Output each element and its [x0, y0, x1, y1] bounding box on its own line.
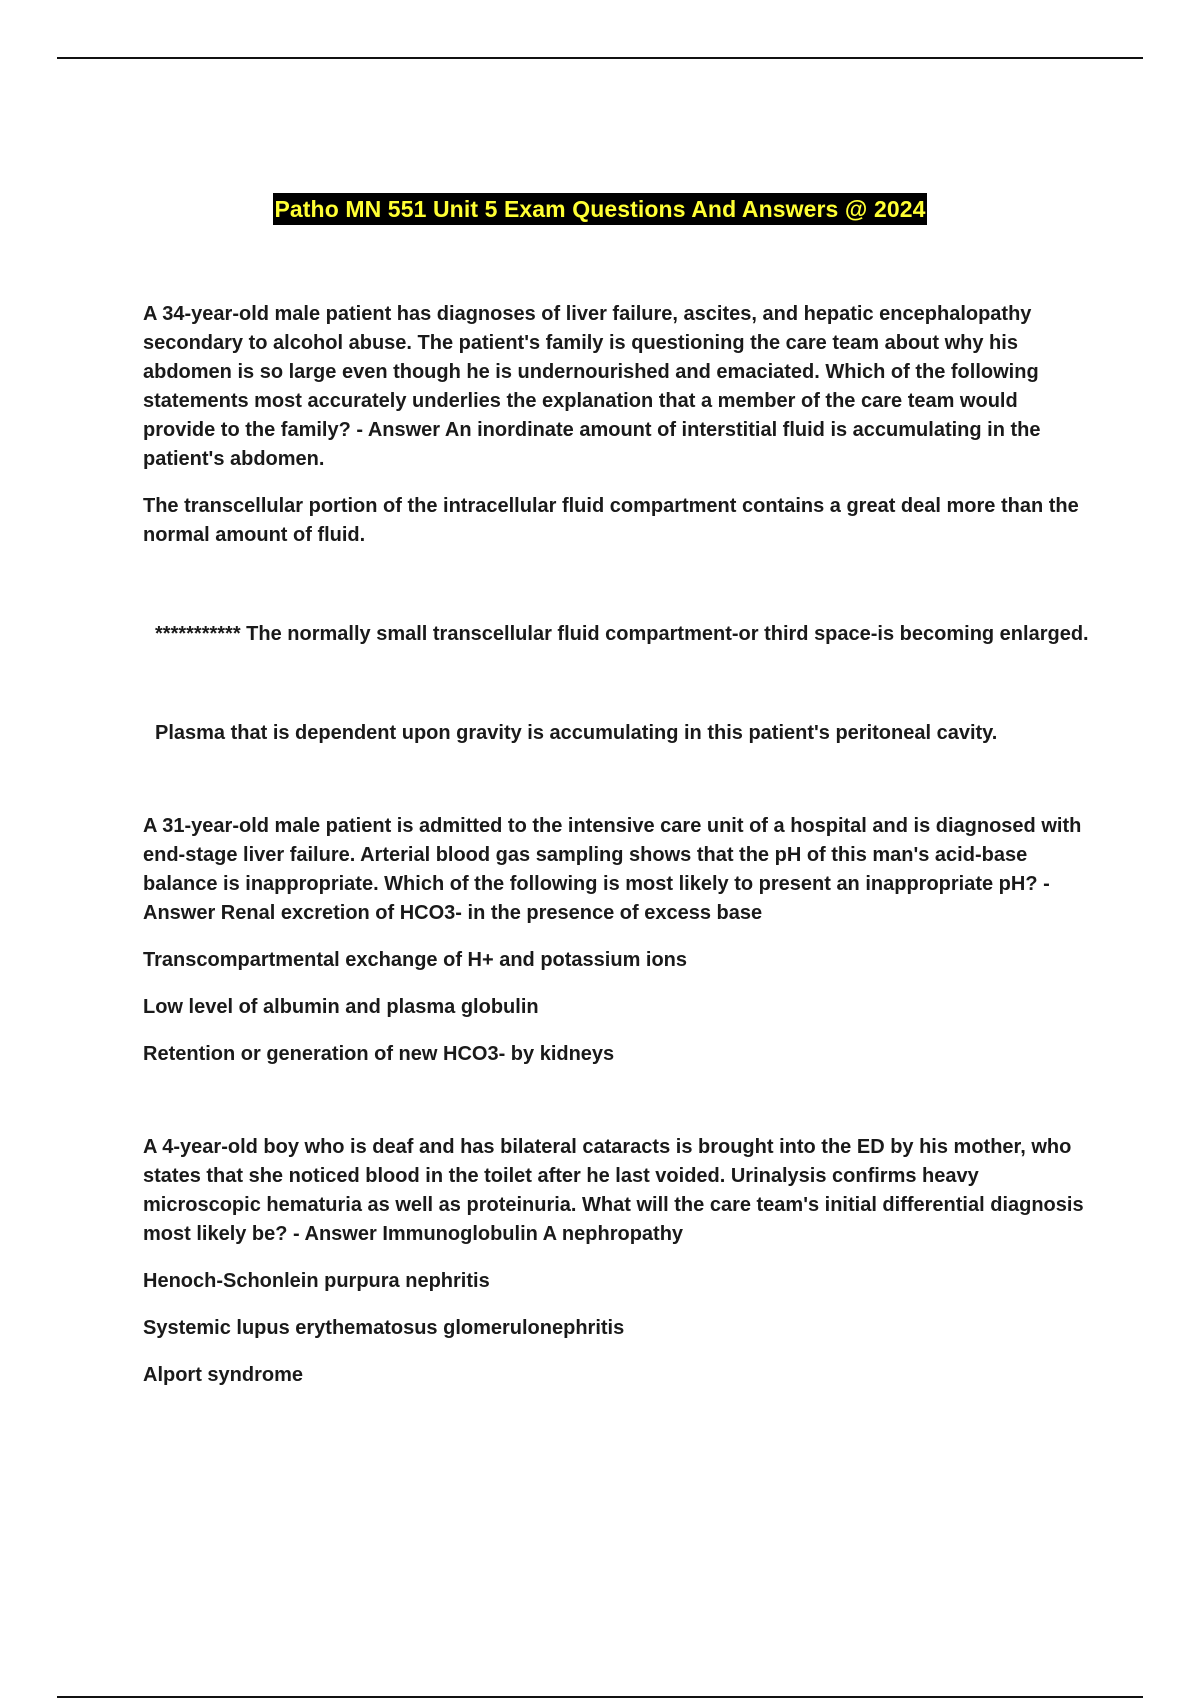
- question-3-option-2: Systemic lupus erythematosus glomerulonephritis: [143, 1317, 625, 1339]
- question-2-option-1: Transcompartmental exchange of H+ and potassium ions: [143, 949, 688, 971]
- document-body: [143, 300, 1093, 1390]
- question-1-stem: A 34-year-old male patient has diagnoses of liver failure, ascites, and hepatic encephalopathy secondary to alcohol abuse. The patient's family is questioning the care team about why his abdomen is so large even though he is undernourished and emaciated. Which of the following statements most accurately underlies the explanation that a member of the care team would provide to the family? - Answer An inordinate amount of interstitial fluid is accumulating in the patient's abdomen.: [143, 303, 1041, 470]
- title-bar: [0, 193, 1200, 225]
- question-1-option-1: The transcellular portion of the intracellular fluid compartment contains a great deal more than the normal amount of fluid.: [143, 495, 1079, 546]
- question-3-stem: A 4-year-old boy who is deaf and has bilateral cataracts is brought into the ED by his mother, who states that she noticed blood in the toilet after he last voided. Urinalysis confirms heavy microscopic hematuria as well as proteinuria. What will the care team's initial differential diagnosis most likely be? - Answer Immunoglobulin A nephropathy: [143, 1136, 1084, 1245]
- question-1-option-2: *********** The normally small transcellular fluid compartment-or third space-is becoming enlarged.: [155, 623, 1089, 645]
- question-2-stem: A 31-year-old male patient is admitted to the intensive care unit of a hospital and is diagnosed with end-stage liver failure. Arterial blood gas sampling shows that the pH of this man's acid-base balance is inappropriate. Which of the following is most likely to present an inappropriate pH? - Answer Renal excretion of HCO3- in the presence of excess base: [143, 815, 1082, 924]
- question-2-option-2: Low level of albumin and plasma globulin: [143, 996, 539, 1018]
- question-1-option-3: Plasma that is dependent upon gravity is accumulating in this patient's peritoneal cavity.: [155, 722, 998, 744]
- bottom-divider: [57, 1696, 1143, 1698]
- question-3-option-1: Henoch-Schonlein purpura nephritis: [143, 1270, 490, 1292]
- top-divider: [57, 57, 1143, 59]
- document-title: Patho MN 551 Unit 5 Exam Questions And Answers @ 2024: [273, 193, 926, 225]
- question-2-option-3: Retention or generation of new HCO3- by kidneys: [143, 1043, 615, 1065]
- question-3-option-3: Alport syndrome: [143, 1364, 304, 1386]
